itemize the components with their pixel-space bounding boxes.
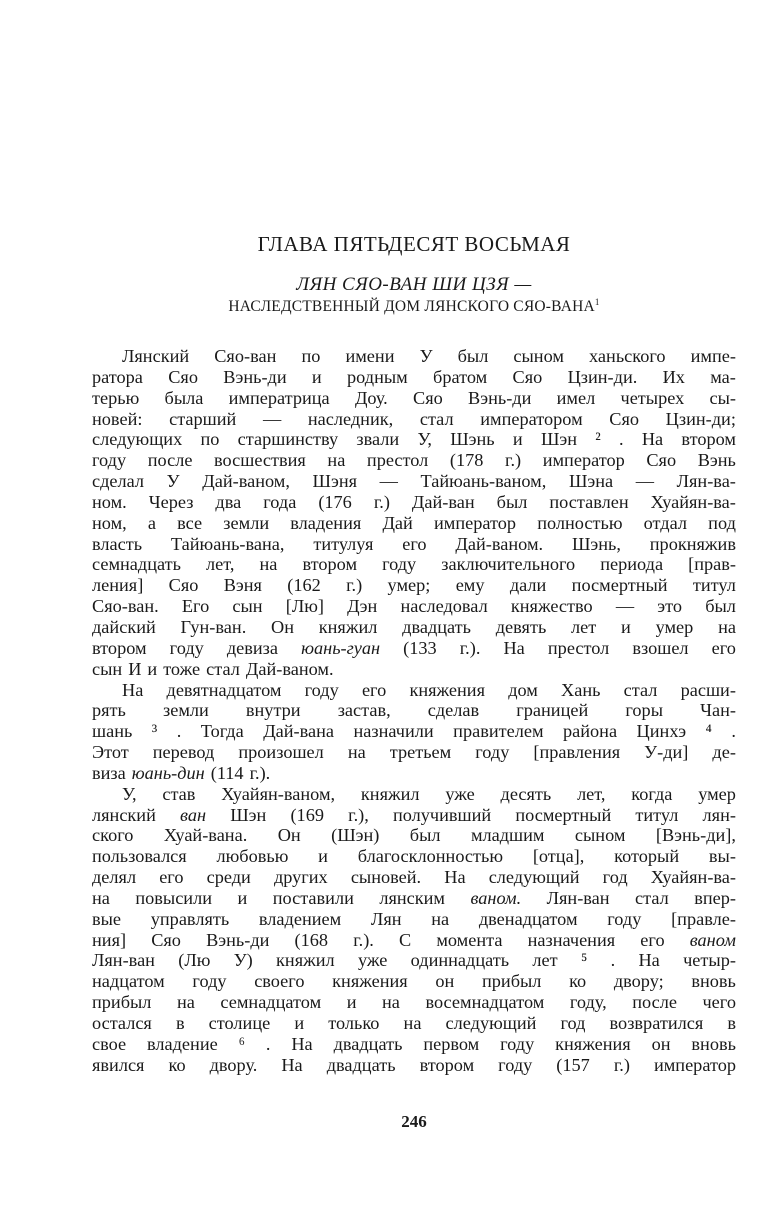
text-line: виза юань-дин (114 г.).	[92, 762, 271, 783]
text-line: Лянский Сяо-ван по имени У был сыном ханьского импе-	[122, 346, 736, 366]
text-line: ном, а все земли владения Дай император полностью отдал под	[92, 512, 736, 533]
text-line: втором году девиза юань-гуан (133 г.). На престол взошел его	[92, 637, 736, 658]
text-line: рять земли внутри застав, сделав границей горы Чан-	[92, 700, 736, 721]
text-line: вые управлять владением Лян на двенадцатом году [правле-	[92, 908, 736, 929]
text-line: дайский Гун-ван. Он княжил двадцать девять лет и умер на	[92, 616, 736, 637]
text-line: На девятнадцатом году его княжения дом Хань стал расши-	[122, 679, 736, 700]
text-line: лянский ван Шэн (169 г.), получивший посмертный титул лян-	[92, 804, 736, 825]
text-line: Сяо-ван. Его сын [Лю] Дэн наследовал княжество — это был	[92, 596, 736, 617]
text-line: терью была императрица Доу. Сяо Вэнь-ди имел четырех сы-	[92, 387, 736, 408]
text-line: прибыл на семнадцатом и на восемнадцатом году, после чего	[92, 992, 736, 1013]
text-line: У, став Хуайян-ваном, княжил уже десять лет, когда умер	[122, 783, 736, 804]
chapter-subtitle-italic: ЛЯН СЯО-ВАН ШИ ЦЗЯ —	[296, 274, 532, 295]
page-number: 246	[401, 1112, 427, 1131]
text-line: семнадцать лет, на втором году заключительного периода [прав-	[92, 554, 736, 575]
text-line: следующих по старшинству звали У, Шэнь и Шэн ² . На втором	[92, 429, 736, 450]
text-line: на повысили и поставили лянским ваном. Лян-ван стал впер-	[92, 887, 736, 908]
text-line: ления] Сяо Вэня (162 г.) умер; ему дали посмертный титул	[92, 575, 736, 596]
text-line: делял его среди других сыновей. На следующий год Хуайян-ва-	[92, 867, 736, 888]
chapter-subtitle-text: НАСЛЕДСТВЕННЫЙ ДОМ ЛЯНСКОГО СЯО-ВАНА	[228, 298, 595, 315]
chapter-title: ГЛАВА ПЯТЬДЕСЯТ ВОСЬМАЯ	[257, 232, 571, 256]
text-line: надцатом году своего княжения он прибыл ко двору; вновь	[92, 971, 736, 992]
text-line: явился ко двору. На двадцать втором году (157 г.) император	[92, 1054, 736, 1075]
text-line: пользовался любовью и благосклонностью [отца], который вы-	[92, 846, 736, 867]
text-line: ратора Сяо Вэнь-ди и родным братом Сяо Цзин-ди. Их ма-	[92, 366, 736, 387]
text-line: новей: старший — наследник, стал императором Сяо Цзин-ди;	[92, 408, 736, 429]
footnote-marker: 1	[594, 296, 600, 307]
text-line: ского Хуай-вана. Он (Шэн) был младшим сыном [Вэнь-ди],	[92, 825, 736, 846]
document-page	[92, 0, 736, 1206]
text-line: сын И и тоже стал Дай-ваном.	[92, 658, 334, 679]
chapter-subtitle	[92, 298, 736, 316]
text-line: шань ³ . Тогда Дай-вана назначили правителем района Цинхэ ⁴ .	[92, 721, 736, 742]
text-line: остался в столице и только на следующий год возвратился в	[92, 1013, 736, 1033]
text-line: Лян-ван (Лю У) княжил уже одиннадцать лет ⁵ . На четыр-	[92, 950, 736, 971]
text-line: свое владение ⁶ . На двадцать первом году княжения он вновь	[92, 1033, 736, 1054]
text-line: сделал У Дай-ваном, Шэня — Тайюань-ваном, Шэна — Лян-ва-	[92, 471, 736, 492]
body-text	[92, 346, 736, 1076]
text-line: ном. Через два года (176 г.) Дай-ван был поставлен Хуайян-ва-	[92, 491, 736, 512]
text-line: Этот перевод произошел на третьем году [правления У-ди] де-	[92, 742, 736, 763]
text-line: ния] Сяо Вэнь-ди (168 г.). С момента назначения его ваном	[92, 929, 736, 950]
text-line: году после восшествия на престол (178 г.) император Сяо Вэнь	[92, 450, 736, 471]
text-line: власть Тайюань-вана, титулуя его Дай-ваном. Шэнь, прокняжив	[92, 533, 736, 554]
